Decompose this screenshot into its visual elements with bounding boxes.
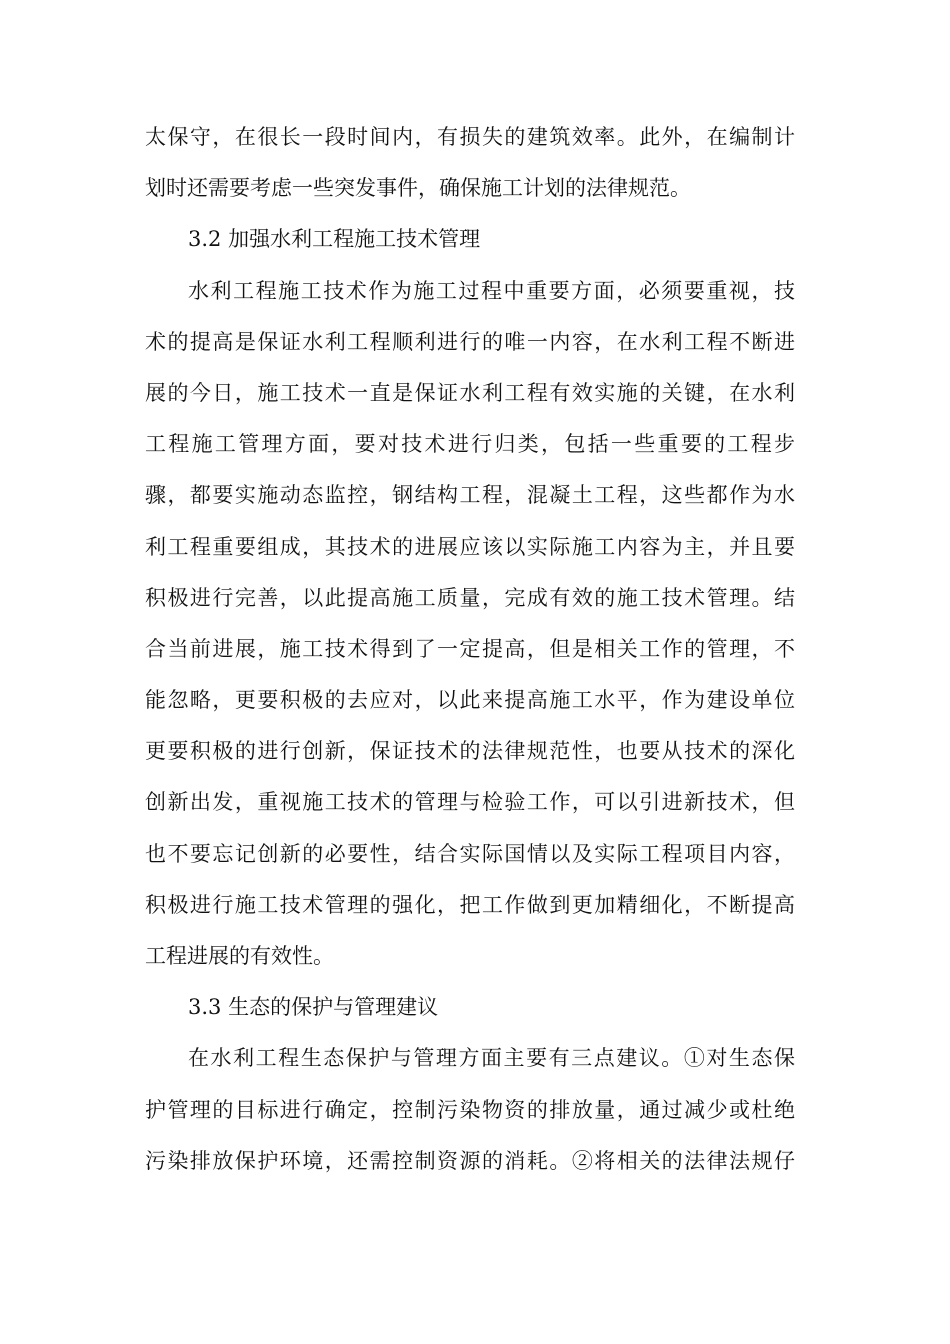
section-heading-3-2: 3.2 加强水利工程施工技术管理	[188, 227, 481, 252]
text-line-10: 积极进行完善，以此提高施工质量，完成有效的施工技术管理。结	[145, 585, 795, 610]
text-line-6: 展的今日，施工技术一直是保证水利工程有效实施的关键，在水利	[145, 380, 795, 405]
text-line-14: 创新出发，重视施工技术的管理与检验工作，可以引进新技术，但	[145, 790, 795, 815]
text-line-8: 骤，都要实施动态监控，钢结构工程，混凝土工程，这些都作为水	[145, 483, 795, 508]
text-line-5: 术的提高是保证水利工程顺利进行的唯一内容，在水利工程不断进	[145, 329, 795, 354]
text-line-4: 水利工程施工技术作为施工过程中重要方面，必须要重视，技	[188, 278, 795, 303]
text-line-7: 工程施工管理方面，要对技术进行归类，包括一些重要的工程步	[145, 432, 795, 457]
text-line-21: 污染排放保护环境，还需控制资源的消耗。②将相关的法律法规仔	[145, 1148, 795, 1173]
text-line-1: 太保守，在很长一段时间内，有损失的建筑效率。此外，在编制计	[145, 125, 795, 149]
document-page	[145, 112, 795, 1187]
text-line-9: 利工程重要组成，其技术的进展应该以实际施工内容为主，并且要	[145, 534, 795, 559]
text-line-19: 在水利工程生态保护与管理方面主要有三点建议。①对生态保	[188, 1046, 795, 1071]
text-line-16: 积极进行施工技术管理的强化，把工作做到更加精细化，不断提高	[145, 892, 795, 917]
text-line-2: 划时还需要考虑一些突发事件，确保施工计划的法律规范。	[145, 176, 691, 201]
text-line-11: 合当前进展，施工技术得到了一定提高，但是相关工作的管理，不	[145, 636, 795, 661]
section-heading-3-3: 3.3 生态的保护与管理建议	[188, 995, 439, 1020]
text-line-17: 工程进展的有效性。	[145, 944, 334, 968]
text-line-20: 护管理的目标进行确定，控制污染物资的排放量，通过减少或杜绝	[145, 1097, 795, 1122]
text-line-12: 能忽略，更要积极的去应对，以此来提高施工水平，作为建设单位	[145, 688, 795, 713]
text-line-15: 也不要忘记创新的必要性，结合实际国情以及实际工程项目内容，	[145, 841, 795, 866]
text-line-13: 更要积极的进行创新，保证技术的法律规范性，也要从技术的深化	[145, 739, 795, 764]
